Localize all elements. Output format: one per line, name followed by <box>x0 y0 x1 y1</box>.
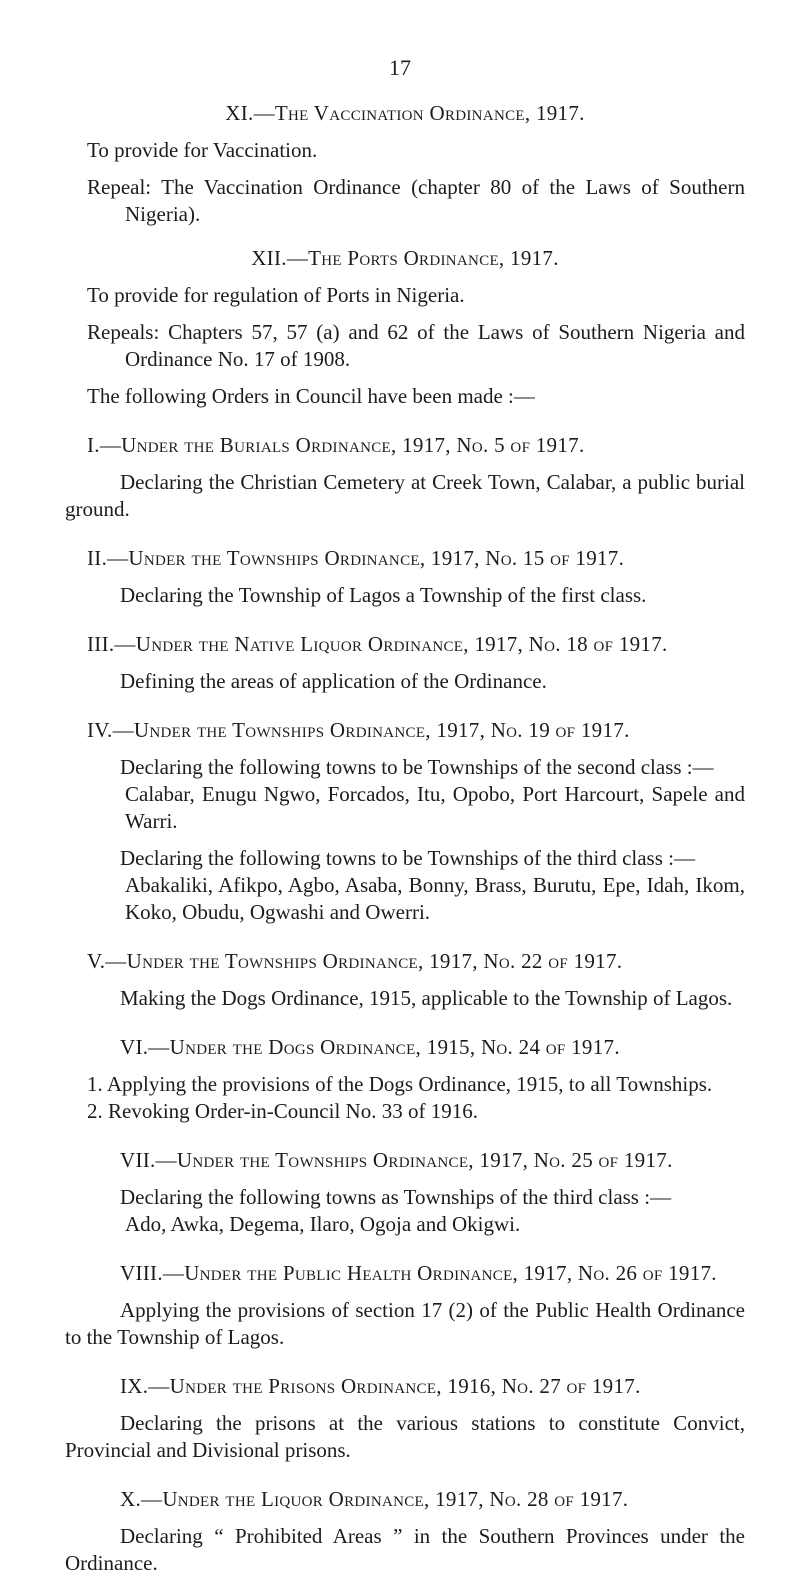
order-ix-text: Declaring the prisons at the various stations to constitute Convict, Provincial and Divisional prisons. <box>65 1411 745 1462</box>
order-heading-i: I.—Under the Burials Ordinance, 1917, No. 5 of 1917. <box>87 433 585 457</box>
section-heading-xii: XII.—The Ports Ordinance, 1917. <box>251 246 559 270</box>
order-ii-text: Declaring the Township of Lagos a Township of the first class. <box>120 583 647 607</box>
order-heading-v: V.—Under the Townships Ordinance, 1917, No. 22 of 1917. <box>87 949 623 973</box>
order-heading-x: X.—Under the Liquor Ordinance, 1917, No. 28 of 1917. <box>120 1487 629 1511</box>
order-iv-towns-third: Abakaliki, Afikpo, Agbo, Asaba, Bonny, Brass, Burutu, Epe, Idah, Ikom, Koko, Obudu, Ogwashi and Owerri. <box>125 873 745 924</box>
order-vii-text: Declaring the following towns as Townships of the third class :— <box>120 1185 672 1209</box>
section-xi-purpose: To provide for Vaccination. <box>87 138 318 162</box>
order-vii-towns: Ado, Awka, Degema, Ilaro, Ogoja and Okigwi. <box>125 1212 521 1236</box>
order-iv-text-third: Declaring the following towns to be Townships of the third class :— <box>120 846 695 870</box>
order-i-text: Declaring the Christian Cemetery at Creek Town, Calabar, a public burial ground. <box>65 470 745 521</box>
document-body <box>65 100 745 1577</box>
order-heading-ii: II.—Under the Townships Ordinance, 1917, No. 15 of 1917. <box>87 546 625 570</box>
orders-intro: The following Orders in Council have been made :— <box>87 384 535 408</box>
order-iv-towns-second: Calabar, Enugu Ngwo, Forcados, Itu, Opobo, Port Harcourt, Sapele and Warri. <box>125 782 745 833</box>
order-vi-item-1: 1. Applying the provisions of the Dogs Ordinance, 1915, to all Townships. <box>87 1072 713 1096</box>
order-x-text: Declaring “ Prohibited Areas ” in the Southern Provinces under the Ordinance. <box>65 1524 745 1575</box>
section-xii-repeals: Repeals: Chapters 57, 57 (a) and 62 of the Laws of Southern Nigeria and Ordinance No. 17 of 1908. <box>87 320 745 371</box>
order-iii-text: Defining the areas of application of the Ordinance. <box>120 669 547 693</box>
order-heading-iii: III.—Under the Native Liquor Ordinance, 1917, No. 18 of 1917. <box>87 632 668 656</box>
order-heading-vii: VII.—Under the Townships Ordinance, 1917, No. 25 of 1917. <box>120 1148 673 1172</box>
order-heading-vi: VI.—Under the Dogs Ordinance, 1915, No. 24 of 1917. <box>120 1035 620 1059</box>
page-number: 17 <box>389 55 411 80</box>
order-heading-ix: IX.—Under the Prisons Ordinance, 1916, No. 27 of 1917. <box>120 1374 641 1398</box>
section-xi-repeal: Repeal: The Vaccination Ordinance (chapter 80 of the Laws of Southern Nigeria). <box>87 175 745 226</box>
order-heading-viii: VIII.—Under the Public Health Ordinance, 1917, No. 26 of 1917. <box>120 1261 717 1285</box>
section-xii-purpose: To provide for regulation of Ports in Nigeria. <box>87 283 465 307</box>
section-heading-xi: XI.—The Vaccination Ordinance, 1917. <box>225 101 585 125</box>
order-v-text: Making the Dogs Ordinance, 1915, applicable to the Township of Lagos. <box>120 986 733 1010</box>
order-viii-text: Applying the provisions of section 17 (2) of the Public Health Ordinance to the Township of Lagos. <box>65 1298 745 1349</box>
order-iv-text-second: Declaring the following towns to be Townships of the second class :— <box>120 755 714 779</box>
order-heading-iv: IV.—Under the Townships Ordinance, 1917, No. 19 of 1917. <box>87 718 630 742</box>
order-vi-item-2: 2. Revoking Order-in-Council No. 33 of 1916. <box>87 1099 478 1123</box>
